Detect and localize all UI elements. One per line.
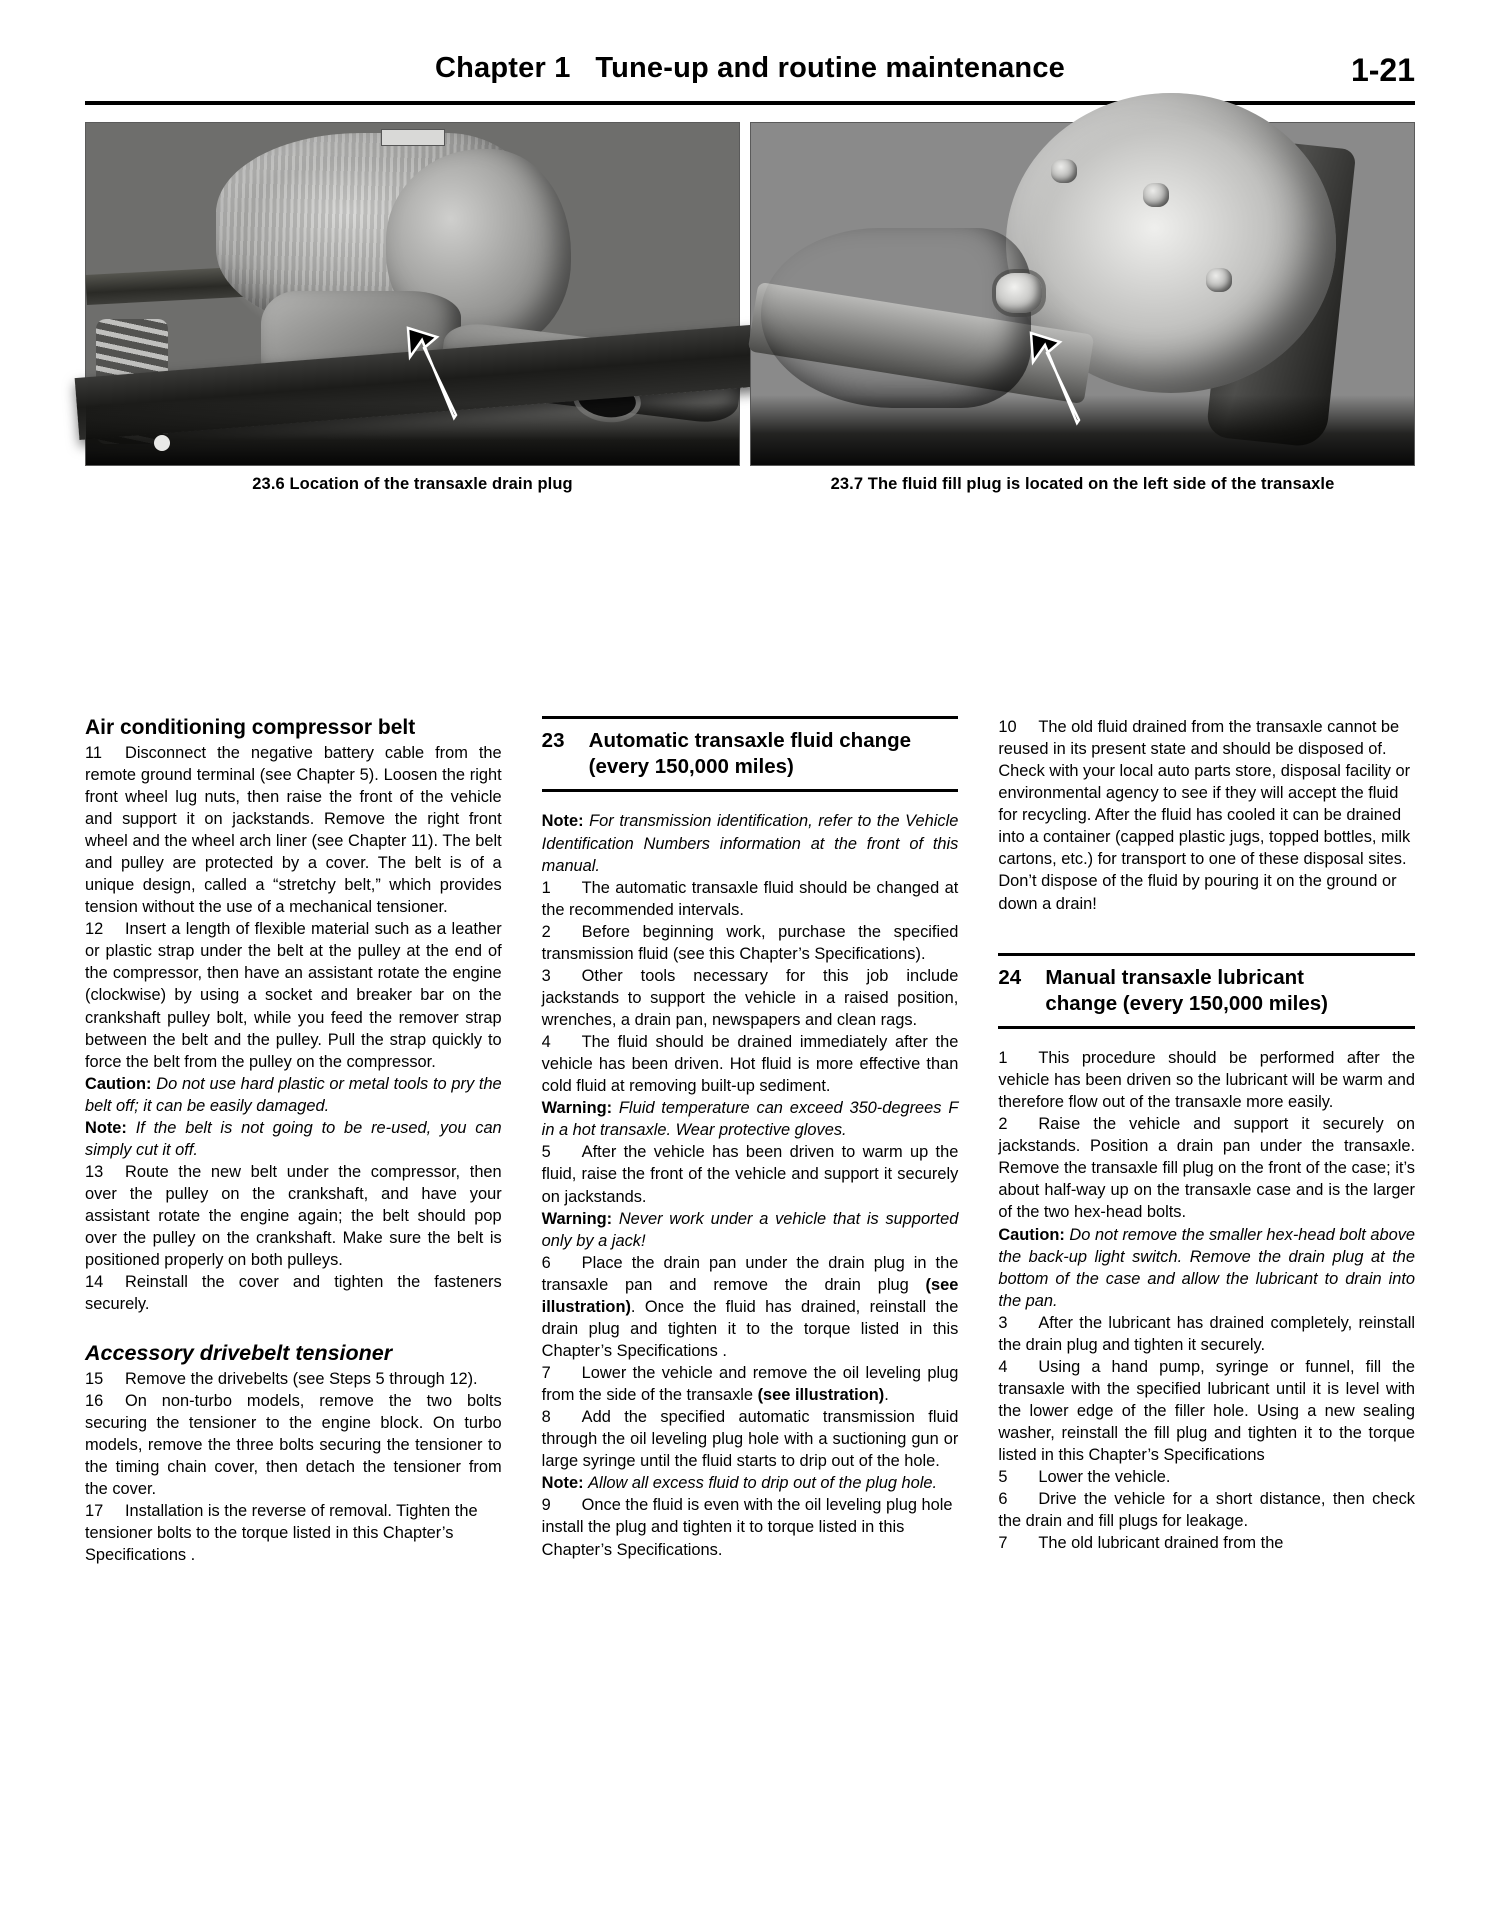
figure-23-7 — [750, 122, 1415, 493]
paragraph-step-1 — [998, 1047, 1415, 1113]
step-text-b: . Once the fluid has drained, reinstall the drain plug and tighten it to the torque listed in this Chapter’s Specifications . — [541, 1297, 959, 1360]
page-header — [85, 52, 1415, 102]
step-number: 15 — [85, 1369, 104, 1388]
step-text: Using a hand pump, syringe or funnel, fill the transaxle with the specified lubricant until it is level with the lower edge of the filler hole. Using a new sealing washer, reinstall the fill plug and tighten it to the torque listed in this Chapter’s Specifications — [998, 1357, 1416, 1465]
spacer — [542, 792, 959, 810]
fluid-fill-plug — [996, 273, 1042, 313]
paragraph-step-10 — [998, 716, 1415, 915]
step-number: 8 — [541, 1408, 551, 1427]
step-number: 1 — [998, 1049, 1008, 1068]
step-number: 6 — [541, 1253, 551, 1272]
warning-label: Warning: — [541, 1209, 613, 1228]
step-text: The fluid should be drained immediately after the vehicle has been driven. Hot fluid is more effective than cold fluid at removing built-up sediment. — [541, 1033, 959, 1096]
step-number: 7 — [541, 1364, 551, 1383]
paragraph-step-2 — [542, 921, 959, 965]
paragraph-note-2 — [542, 1472, 959, 1494]
heading-air-conditioning-compressor-belt: Air conditioning compressor belt — [85, 716, 416, 739]
paragraph-step-8 — [542, 1406, 959, 1472]
step-number: 3 — [541, 966, 551, 985]
step-number: 4 — [541, 1033, 551, 1052]
paragraph-step-16 — [85, 1390, 502, 1500]
paragraph-caution-1 — [85, 1073, 502, 1117]
note-text: If the belt is not going to be re-used, you can simply cut it off. — [85, 1118, 502, 1159]
step-number: 4 — [998, 1357, 1008, 1376]
step-text: Route the new belt under the compressor, then over the pulley on the crankshaft, and have your assistant rotate the engine again; the belt should pop over the pulley on the crankshaft. Make sure the belt is positioned properly on both pulleys. — [85, 1162, 502, 1270]
paragraph-step-7 — [998, 1532, 1415, 1554]
photo-tag — [381, 129, 445, 146]
note-text: For transmission identification, refer to the Vehicle Identification Numbers information at the front of this manual. — [541, 812, 959, 875]
paragraph-step-3 — [542, 965, 959, 1031]
step-number: 9 — [541, 1496, 551, 1515]
step-text-a: Place the drain pan under the drain plug in the transaxle pan and remove the drain plug — [541, 1253, 959, 1294]
step-number: 10 — [998, 718, 1017, 736]
warning-text: Never work under a vehicle that is supported only by a jack! — [541, 1209, 959, 1250]
figure-23-6-image — [86, 123, 739, 465]
note-label: Note: — [541, 812, 584, 831]
step-number: 14 — [85, 1273, 104, 1292]
paragraph-step-6 — [542, 1252, 959, 1362]
paragraph-step-14 — [85, 1271, 502, 1315]
cv-boot — [761, 228, 1031, 408]
paragraph-step-11 — [85, 742, 502, 919]
paragraph-step-4 — [998, 1356, 1415, 1466]
paragraph-step-5 — [542, 1141, 959, 1207]
caution-text: Do not use hard plastic or metal tools to pry the belt off; it can be easily damaged. — [85, 1074, 502, 1115]
step-text: After the vehicle has been driven to warm up the fluid, raise the front of the vehicle and support it securely on jackstands. — [541, 1143, 959, 1206]
step-text: Remove the drivebelts (see Steps 5 through 12). — [125, 1369, 478, 1388]
step-text: Installation is the reverse of removal. Tighten the tensioner bolts to the torque listed in this Chapter’s Specifications . — [85, 1502, 478, 1565]
housing-bolt — [1206, 268, 1232, 292]
highlight-dot — [154, 435, 170, 451]
shadow-overlay — [86, 403, 739, 465]
step-number: 2 — [998, 1115, 1008, 1134]
shadow-overlay — [751, 395, 1414, 465]
paragraph-step-2 — [998, 1113, 1415, 1223]
column-middle — [542, 716, 959, 1566]
step-text: Lower the vehicle. — [1038, 1468, 1171, 1487]
page-number: 1-21 — [1350, 52, 1415, 88]
caution-text: Do not remove the smaller hex-head bolt above the back-up light switch. Remove the drain plug at the bottom of the case and allow the lubricant to drain into the pan. — [998, 1225, 1416, 1310]
spacer — [998, 915, 1415, 953]
step-number: 5 — [998, 1468, 1008, 1487]
note-label: Note: — [85, 1118, 127, 1137]
section-title-line-1: Manual transaxle lubricant — [1045, 965, 1304, 989]
paragraph-warning-1 — [542, 1097, 959, 1141]
paragraph-step-9 — [542, 1494, 959, 1560]
column-left — [85, 716, 502, 1566]
step-text: Once the fluid is even with the oil leveling plug hole install the plug and tighten it to torque listed in this Chapter’s Specifications. — [541, 1496, 953, 1559]
paragraph-step-12 — [85, 918, 502, 1072]
step-number: 16 — [85, 1391, 104, 1410]
step-number: 17 — [85, 1502, 104, 1521]
figure-23-6 — [85, 122, 740, 493]
step-number: 3 — [998, 1313, 1008, 1332]
step-text: The automatic transaxle fluid should be changed at the recommended intervals. — [541, 878, 959, 919]
step-text: Reinstall the cover and tighten the fasteners securely. — [85, 1273, 502, 1314]
paragraph-step-3 — [998, 1312, 1415, 1356]
step-text: On non-turbo models, remove the two bolts securing the tensioner to the engine block. On turbo models, remove the three bolts securing the tensioner to the timing chain cover, then detach the tensioner from the cover. — [85, 1391, 502, 1499]
warning-text: Fluid temperature can exceed 350-degrees F in a hot transaxle. Wear protective gloves. — [541, 1099, 959, 1140]
step-text: Drive the vehicle for a short distance, then check the drain and fill plugs for leakage. — [998, 1490, 1416, 1531]
figure-23-6-caption: 23.6 Location of the transaxle drain plug — [252, 475, 573, 493]
paragraph-step-4 — [542, 1031, 959, 1097]
step-text: Before beginning work, purchase the specified transmission fluid (see this Chapter’s Specifications). — [541, 922, 959, 963]
spacer — [998, 1029, 1415, 1047]
paragraph-warning-2 — [542, 1208, 959, 1252]
section-title — [589, 728, 959, 780]
section-number: 23 — [541, 729, 565, 752]
paragraph-step-17 — [85, 1500, 502, 1566]
section-title — [1045, 965, 1415, 1017]
paragraph-caution-1 — [998, 1224, 1415, 1312]
paragraph-note-1 — [85, 1117, 502, 1161]
step-number: 1 — [541, 878, 551, 897]
step-text: Other tools necessary for this job include jackstands to support the vehicle in a raised position, wrenches, a drain pan, newspapers and clean rags. — [541, 966, 959, 1030]
step-text: The old fluid drained from the transaxle cannot be reused in its present state and should be disposed of. Check with your local auto parts store, disposal facility or environmental agency to see if they will accept the fluid for recycling. After the fluid has cooled it can be drained into a container (capped plastic jugs, topped bottles, milk cartons, etc.) for transport to one of these disposal sites. Don’t dispose of the fluid by pouring it on the ground or down a drain! — [998, 718, 1411, 913]
column-right — [998, 716, 1415, 1566]
figure-row — [85, 122, 1415, 502]
caution-label: Caution: — [998, 1225, 1065, 1244]
section-heading-24 — [998, 956, 1415, 1026]
section-heading-23 — [542, 719, 959, 789]
paragraph-step-15 — [85, 1368, 502, 1390]
paragraph-note-1 — [542, 810, 959, 876]
figure-23-7-image — [751, 123, 1414, 465]
paragraph-step-6 — [998, 1488, 1415, 1532]
section-title-line-2: (every 150,000 miles) — [588, 755, 794, 779]
note-label: Note: — [541, 1474, 584, 1493]
see-illustration-reference: (see illustration) — [541, 1275, 959, 1316]
step-text: Add the specified automatic transmission fluid through the oil leveling plug hole with a suctioning gun or large syringe until the fluid starts to drip out of the hole. — [541, 1408, 959, 1471]
step-number: 13 — [85, 1162, 104, 1181]
heading-accessory-drivebelt-tensioner: Accessory drivebelt tensioner — [85, 1341, 393, 1366]
figure-23-7-caption: 23.7 The fluid fill plug is located on the left side of the transaxle — [830, 475, 1335, 493]
step-number: 12 — [85, 920, 104, 939]
paragraph-step-1 — [542, 877, 959, 921]
step-number: 5 — [541, 1143, 551, 1162]
step-text: Insert a length of flexible material such as a leather or plastic strap under the belt at the pulley at the end of the compressor, then have an assistant rotate the engine (clockwise) by using a socket and breaker bar on the crankshaft pulley bolt, while you feed the remover strap between the belt and the pulley. Pull the strap quickly to force the belt from the pulley on the compressor. — [85, 920, 502, 1071]
body-columns — [85, 716, 1415, 1566]
section-number: 24 — [998, 965, 1022, 989]
step-text-a: Lower the vehicle and remove the oil leveling plug from the side of the transaxle — [541, 1364, 959, 1405]
paragraph-step-13 — [85, 1161, 502, 1271]
step-number: 11 — [85, 743, 103, 762]
housing-bolt — [1143, 183, 1169, 207]
step-number: 6 — [998, 1490, 1008, 1509]
housing-bolt — [1051, 159, 1077, 183]
see-illustration-reference: (see illustration) — [757, 1386, 885, 1405]
step-number: 2 — [541, 922, 551, 941]
section-title-line-1: Automatic transaxle fluid change — [588, 729, 912, 752]
paragraph-step-7 — [542, 1362, 959, 1406]
step-text: Disconnect the negative battery cable from the remote ground terminal (see Chapter 5). Loosen the right front wheel lug nuts, then raise the front of the vehicle and support it on jackstands. Remove the right front wheel and the wheel arch liner (see Chapter 11). The belt and pulley are protected by a cover. The belt is of a unique design, called a “stretchy belt,” which provides tension without the use of a mechanical tensioner. — [85, 743, 502, 917]
paragraph-step-5 — [998, 1466, 1415, 1488]
note-text: Allow all excess fluid to drip out of the plug hole. — [588, 1474, 938, 1493]
warning-label: Warning: — [541, 1099, 613, 1118]
step-text: Raise the vehicle and support it securely on jackstands. Position a drain pan under the transaxle. Remove the transaxle fill plug on the front of the case; it’s about half-way up on the transaxle case and is the larger of the two hex-head bolts. — [998, 1115, 1416, 1222]
caution-label: Caution: — [85, 1074, 152, 1093]
section-title-line-2: change (every 150,000 miles) — [1045, 991, 1328, 1015]
step-text: After the lubricant has drained completely, reinstall the drain plug and tighten it securely. — [998, 1313, 1416, 1354]
step-text-b: . — [884, 1386, 889, 1405]
step-text: This procedure should be performed after the vehicle has been driven so the lubricant will be warm and therefore flow out of the transaxle more easily. — [998, 1049, 1416, 1112]
step-number: 7 — [998, 1534, 1008, 1553]
page-title: Chapter 1 Tune-up and routine maintenance — [434, 52, 1066, 84]
step-text: The old lubricant drained from the — [1038, 1534, 1284, 1553]
